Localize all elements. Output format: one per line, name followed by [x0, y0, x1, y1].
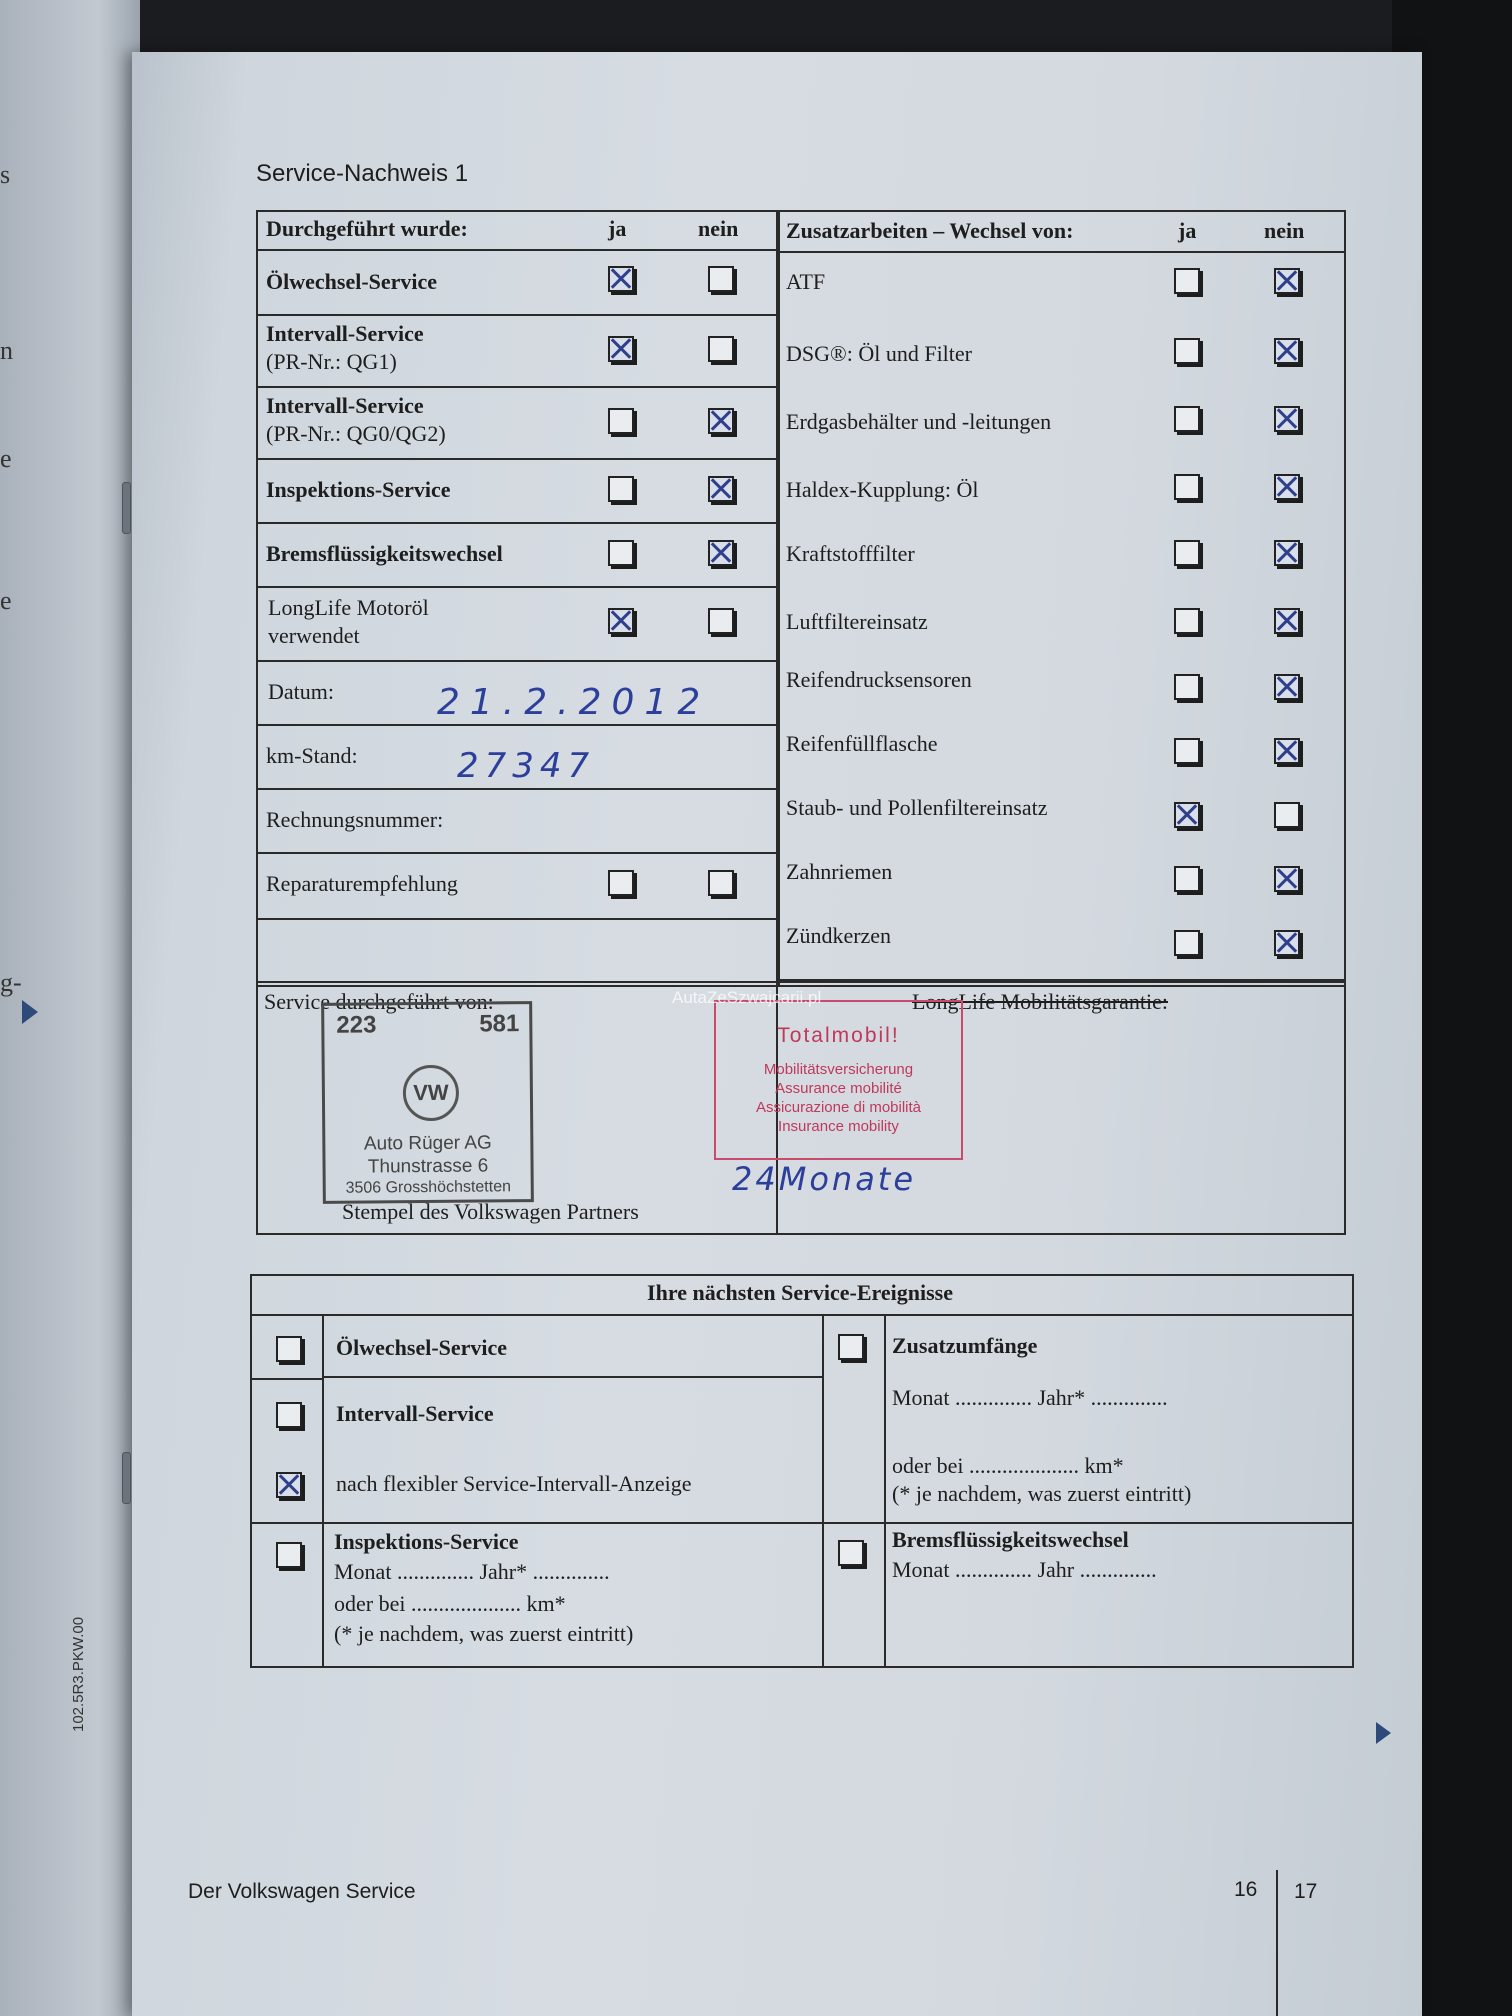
totalmobil-line: Assicurazione di mobilità	[755, 1099, 922, 1116]
stamp-number-left: 223	[336, 1011, 377, 1039]
next-inspektion-label: Inspektions-Service	[334, 1529, 519, 1554]
totalmobil-title: Totalmobil!	[777, 1024, 900, 1047]
next-oelwechsel-checkbox[interactable]	[276, 1336, 302, 1362]
next-flex-label: nach flexibler Service-Intervall-Anzeige	[336, 1471, 692, 1496]
totalmobil-line: Mobilitätsversicherung	[763, 1061, 914, 1078]
luftfilter-label: Luftfiltereinsatz	[786, 609, 928, 634]
reifendruck-ja-checkbox[interactable]	[1174, 674, 1200, 700]
pollenfilter-nein-checkbox[interactable]	[1274, 802, 1300, 828]
datum-value[interactable]: 21.2.2012	[437, 682, 711, 723]
performed-header: Durchgeführt wurde:	[266, 216, 468, 241]
next-zusatz-label: Zusatzumfänge	[892, 1333, 1038, 1358]
row-intervall-qg1-sub: (PR-Nr.: QG1)	[266, 349, 397, 374]
reparatur-label: Reparaturempfehlung	[266, 871, 458, 896]
left-page-fragment: e	[0, 444, 12, 473]
watermark: AutaZeSzwajcarii.pl	[672, 988, 822, 1007]
reifendruck-nein-checkbox[interactable]	[1274, 674, 1300, 700]
vw-dealer-stamp	[321, 1001, 534, 1204]
col-nein-right: nein	[1264, 218, 1305, 243]
zuendkerzen-ja-checkbox[interactable]	[1174, 930, 1200, 956]
dealer-city: 3506 Grosshöchstetten	[345, 1178, 512, 1197]
service-by-label: Service durchgeführt von:	[264, 989, 494, 1014]
bremsfluessigkeit-nein-checkbox[interactable]	[708, 540, 734, 566]
totalmobil-line: Insurance mobility	[778, 1118, 899, 1135]
left-page-fragment: n	[0, 336, 13, 365]
page-number-left: 16	[1234, 1878, 1258, 1901]
oelwechsel-nein-checkbox[interactable]	[708, 266, 734, 292]
atf-label: ATF	[786, 269, 826, 294]
guarantee-duration[interactable]: 24Monate	[732, 1160, 917, 1198]
row-longlife-label: LongLife Motoröl	[268, 595, 429, 620]
luftfilter-nein-checkbox[interactable]	[1274, 608, 1300, 634]
next-zusatz-oder-bei[interactable]: oder bei .................... km*	[892, 1453, 1124, 1478]
inspektion-ja-checkbox[interactable]	[608, 476, 634, 502]
zuendkerzen-nein-checkbox[interactable]	[1274, 930, 1300, 956]
rechnung-label: Rechnungsnummer:	[266, 807, 444, 832]
bremsfluessigkeit-ja-checkbox[interactable]	[608, 540, 634, 566]
dealer-street: Thunstrasse 6	[367, 1155, 489, 1178]
datum-label: Datum:	[268, 679, 334, 704]
row-intervall-qg0-label: Intervall-Service	[266, 393, 424, 418]
erdgas-ja-checkbox[interactable]	[1174, 406, 1200, 432]
kraftstofffilter-label: Kraftstofffilter	[786, 541, 915, 566]
dsg-nein-checkbox[interactable]	[1274, 338, 1300, 364]
inspektion-nein-checkbox[interactable]	[708, 476, 734, 502]
staple	[122, 1452, 131, 1504]
page-title: Service-Nachweis 1	[256, 160, 469, 187]
erdgas-label: Erdgasbehälter und -leitungen	[786, 409, 1052, 434]
oelwechsel-ja-checkbox[interactable]	[608, 266, 634, 292]
document-code: 102.5R3.PKW.00	[70, 1616, 87, 1732]
kraftstofffilter-ja-checkbox[interactable]	[1174, 540, 1200, 566]
intervall-qg0-nein-checkbox[interactable]	[708, 408, 734, 434]
partner-stamp-label: Stempel des Volkswagen Partners	[342, 1199, 639, 1224]
next-inspektion-monat-jahr[interactable]: Monat .............. Jahr* ..............	[334, 1559, 610, 1584]
next-inspektion-oder-bei[interactable]: oder bei .................... km*	[334, 1591, 566, 1616]
col-ja-right: ja	[1178, 218, 1197, 243]
haldex-label: Haldex-Kupplung: Öl	[786, 477, 979, 502]
next-brems-monat-jahr[interactable]: Monat .............. Jahr ..............	[892, 1557, 1157, 1582]
longlife-guarantee-label: LongLife Mobilitätsgarantie:	[912, 989, 1168, 1014]
reifenfuell-label: Reifenfüllflasche	[786, 731, 938, 756]
row-longlife-sub: verwendet	[268, 623, 360, 648]
vw-logo-icon: VW	[403, 1065, 459, 1121]
row-inspektion-label: Inspektions-Service	[266, 477, 451, 502]
reifenfuell-ja-checkbox[interactable]	[1174, 738, 1200, 764]
longlife-nein-checkbox[interactable]	[708, 608, 734, 634]
next-zusatz-monat-jahr[interactable]: Monat .............. Jahr* ..............	[892, 1385, 1168, 1410]
km-label: km-Stand:	[266, 743, 358, 768]
next-inspektion-footnote: (* je nachdem, was zuerst eintritt)	[334, 1621, 634, 1646]
reifendruck-label: Reifendrucksensoren	[786, 667, 972, 692]
zahnriemen-nein-checkbox[interactable]	[1274, 866, 1300, 892]
intervall-qg1-nein-checkbox[interactable]	[708, 336, 734, 362]
service-record-page	[70, 52, 1422, 2016]
next-events-title: Ihre nächsten Service-Ereignisse	[647, 1280, 953, 1305]
next-zusatz-checkbox[interactable]	[838, 1334, 864, 1360]
next-intervall-label: Intervall-Service	[336, 1401, 494, 1426]
luftfilter-ja-checkbox[interactable]	[1174, 608, 1200, 634]
next-brems-label: Bremsflüssigkeitswechsel	[892, 1527, 1129, 1552]
intervall-qg0-ja-checkbox[interactable]	[608, 408, 634, 434]
col-ja: ja	[608, 216, 627, 241]
row-bremsfluessigkeit-label: Bremsflüssigkeitswechsel	[266, 541, 503, 566]
pollenfilter-ja-checkbox[interactable]	[1174, 802, 1200, 828]
col-nein: nein	[698, 216, 739, 241]
zuendkerzen-label: Zündkerzen	[786, 923, 892, 948]
kraftstofffilter-nein-checkbox[interactable]	[1274, 540, 1300, 566]
atf-ja-checkbox[interactable]	[1174, 268, 1200, 294]
left-page-fragment: e	[0, 586, 12, 615]
footer-title: Der Volkswagen Service	[188, 1880, 416, 1903]
additional-header: Zusatzarbeiten – Wechsel von:	[786, 218, 1074, 243]
next-intervall-checkbox[interactable]	[276, 1402, 302, 1428]
erdgas-nein-checkbox[interactable]	[1274, 406, 1300, 432]
next-flex-checkbox[interactable]	[276, 1472, 302, 1498]
longlife-ja-checkbox[interactable]	[608, 608, 634, 634]
haldex-ja-checkbox[interactable]	[1174, 474, 1200, 500]
left-page-fragment: s	[0, 160, 11, 189]
row-oelwechsel-label: Ölwechsel-Service	[266, 269, 438, 294]
row-intervall-qg0-sub: (PR-Nr.: QG0/QG2)	[266, 421, 446, 446]
intervall-qg1-ja-checkbox[interactable]	[608, 336, 634, 362]
next-inspektion-checkbox[interactable]	[276, 1542, 302, 1568]
zahnriemen-ja-checkbox[interactable]	[1174, 866, 1200, 892]
row-intervall-qg1-label: Intervall-Service	[266, 321, 424, 346]
haldex-nein-checkbox[interactable]	[1274, 474, 1300, 500]
next-oelwechsel-label: Ölwechsel-Service	[336, 1335, 508, 1360]
reparatur-ja-checkbox[interactable]	[608, 870, 634, 896]
totalmobil-line: Assurance mobilité	[775, 1080, 902, 1097]
dealer-name: Auto Rüger AG	[363, 1132, 492, 1155]
dsg-label: DSG®: Öl und Filter	[786, 341, 973, 366]
next-brems-checkbox[interactable]	[838, 1540, 864, 1566]
km-value[interactable]: 27347	[457, 746, 596, 786]
atf-nein-checkbox[interactable]	[1274, 268, 1300, 294]
dsg-ja-checkbox[interactable]	[1174, 338, 1200, 364]
reparatur-nein-checkbox[interactable]	[708, 870, 734, 896]
continue-arrow-icon	[22, 1000, 38, 1024]
pollenfilter-label: Staub- und Pollenfiltereinsatz	[786, 795, 1048, 820]
next-zusatz-footnote: (* je nachdem, was zuerst eintritt)	[892, 1481, 1192, 1506]
totalmobil-stamp	[714, 1000, 963, 1160]
page-number-right: 17	[1294, 1880, 1318, 1903]
zahnriemen-label: Zahnriemen	[786, 859, 893, 884]
staple	[122, 482, 131, 534]
reifenfuell-nein-checkbox[interactable]	[1274, 738, 1300, 764]
stamp-number-right: 581	[479, 1010, 520, 1038]
left-page-fragment: g-	[0, 968, 22, 997]
next-page-arrow-icon	[1376, 1722, 1391, 1744]
